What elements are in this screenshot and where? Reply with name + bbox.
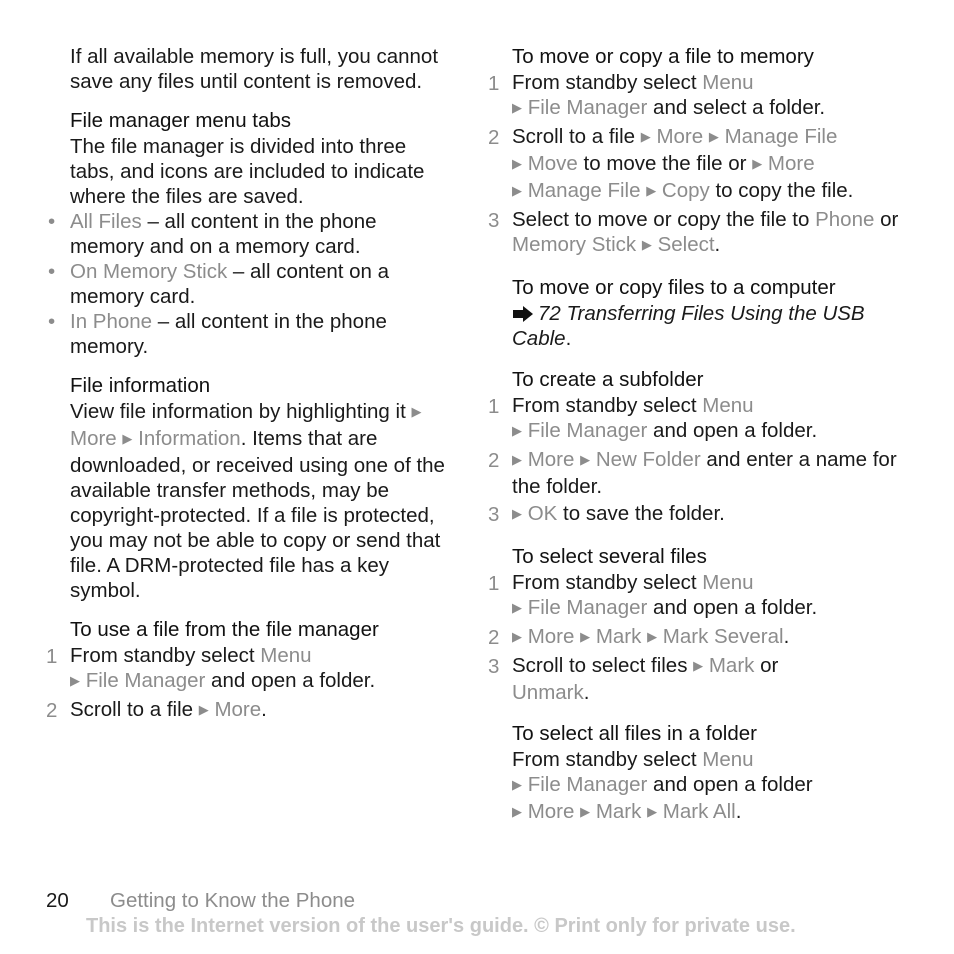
arrow-icon: ▶: [708, 129, 719, 144]
tab-on-memory-stick: On Memory Stick: [70, 260, 228, 283]
menu-file-manager: File Manager: [527, 596, 648, 619]
list-item: [48, 259, 455, 309]
menu-menu: Menu: [260, 644, 312, 667]
menu-mark: Mark: [595, 800, 642, 823]
computer-heading: To move or copy files to a computer: [512, 276, 836, 299]
text-run: .: [261, 698, 267, 721]
step-number: 2: [488, 449, 500, 472]
step-number: 2: [46, 699, 58, 722]
left-column: [46, 44, 455, 724]
step-item: [488, 393, 912, 445]
tab-description: – all content in the phone memory.: [70, 310, 387, 358]
menu-copy: Copy: [661, 179, 710, 202]
menu-file-manager: File Manager: [527, 96, 648, 119]
step-number: 3: [488, 209, 500, 232]
menu-new-folder: New Folder: [595, 448, 701, 471]
text-run: From standby select: [512, 394, 703, 417]
step-number: 3: [488, 655, 500, 678]
menu-unmark: Unmark: [512, 681, 584, 704]
step-number: 3: [488, 503, 500, 526]
menu-ok: OK: [527, 502, 558, 525]
use-file-heading: To use a file from the file manager: [70, 618, 379, 641]
arrow-icon: ▶: [647, 629, 658, 644]
tabs-heading: File manager menu tabs: [70, 109, 292, 132]
menu-more: More: [527, 448, 575, 471]
tab-all-files: All Files: [70, 210, 142, 233]
menu-select: Select: [657, 233, 715, 256]
step-number: 1: [488, 572, 500, 595]
tabs-list: [48, 209, 455, 359]
menu-mark: Mark: [708, 654, 755, 677]
step-item: [488, 124, 912, 205]
reference-link[interactable]: 72 Transferring Files Using the USB Cable: [512, 302, 865, 350]
arrow-icon: ▶: [580, 804, 591, 819]
menu-manage-file: Manage File: [724, 125, 838, 148]
all-files-text: [512, 747, 912, 826]
step-number: 1: [46, 645, 58, 668]
tab-in-phone: In Phone: [70, 310, 153, 333]
menu-mark: Mark: [595, 625, 642, 648]
file-info-heading: File information: [70, 374, 211, 397]
text-run: and enter a name for the folder.: [512, 448, 897, 498]
text-run: .: [565, 327, 572, 350]
list-item: [48, 309, 455, 359]
text-run: and open a folder: [647, 773, 813, 796]
arrow-icon: ▶: [122, 431, 133, 446]
text-run: and open a folder.: [205, 669, 376, 692]
text-run: or: [754, 654, 779, 677]
text-run: .: [583, 681, 590, 704]
text-run: From standby select: [512, 748, 703, 771]
menu-menu: Menu: [702, 748, 754, 771]
text-run: Select to move or copy the file to: [512, 208, 816, 231]
file-info-text: [70, 399, 455, 603]
arrow-icon: ▶: [647, 804, 658, 819]
arrow-icon: ▶: [512, 156, 522, 171]
step-item: [488, 653, 912, 705]
menu-file-manager: File Manager: [527, 419, 648, 442]
step-item: [488, 570, 912, 622]
reference-arrow-icon: [512, 306, 534, 322]
arrow-icon: ▶: [640, 129, 651, 144]
move-copy-heading: To move or copy a file to memory: [512, 45, 814, 68]
step-number: 1: [488, 72, 500, 95]
menu-more: More: [214, 698, 262, 721]
arrow-icon: ▶: [512, 777, 522, 792]
several-files-heading: To select several files: [512, 545, 707, 568]
text-run: Scroll to select files: [512, 654, 694, 677]
step-item: [488, 624, 912, 651]
chapter-title: Getting to Know the Phone: [110, 889, 356, 912]
arrow-icon: ▶: [512, 452, 522, 467]
right-column: [488, 44, 912, 826]
arrow-icon: ▶: [512, 804, 522, 819]
all-files-heading: To select all files in a folder: [512, 722, 757, 745]
arrow-icon: ▶: [512, 600, 522, 615]
bullet-icon: •: [48, 260, 56, 283]
step-item: [488, 70, 912, 122]
arrow-icon: ▶: [580, 629, 591, 644]
several-files-steps: [488, 570, 912, 705]
arrow-icon: ▶: [198, 702, 209, 717]
arrow-icon: ▶: [512, 506, 522, 521]
arrow-icon: ▶: [641, 237, 652, 252]
menu-information: Information: [138, 427, 241, 450]
arrow-icon: ▶: [411, 404, 422, 419]
arrow-icon: ▶: [512, 183, 522, 198]
step-item: [46, 643, 455, 695]
text-run: .: [735, 800, 742, 823]
text-run: Scroll to a file: [512, 125, 641, 148]
use-file-steps: [46, 643, 455, 724]
text-run: to copy the file.: [709, 179, 854, 202]
menu-file-manager: File Manager: [527, 773, 648, 796]
text-run: . Items that are downloaded, or received using one of the available transfer methods, may be copyright-protected. If a file is protected, you may not be able to copy or send that file. A DRM-protected file has a key symbol.: [70, 427, 445, 602]
menu-more: More: [527, 625, 575, 648]
step-number: 2: [488, 126, 500, 149]
menu-menu: Menu: [702, 394, 754, 417]
arrow-icon: ▶: [512, 423, 522, 438]
memory-full-note: If all available memory is full, you cannot save any files until content is removed.: [70, 45, 439, 93]
move-copy-steps: [488, 70, 912, 259]
internet-version-notice: This is the Internet version of the user's guide. © Print only for private use.: [86, 915, 796, 937]
text-run: .: [783, 625, 790, 648]
menu-mark-all: Mark All: [662, 800, 736, 823]
text-run: .: [714, 233, 721, 256]
menu-more: More: [656, 125, 704, 148]
menu-more: More: [767, 152, 815, 175]
menu-memory-stick: Memory Stick: [512, 233, 637, 256]
text-run: to save the folder.: [557, 502, 725, 525]
arrow-icon: ▶: [752, 156, 763, 171]
arrow-icon: ▶: [580, 452, 591, 467]
arrow-icon: ▶: [693, 658, 704, 673]
menu-file-manager: File Manager: [85, 669, 206, 692]
text-run: to move the file or: [577, 152, 753, 175]
menu-mark-several: Mark Several: [662, 625, 784, 648]
menu-more: More: [70, 427, 117, 450]
tab-description: – all content in the phone memory and on a memory card.: [70, 210, 377, 258]
step-number: 2: [488, 626, 500, 649]
bullet-icon: •: [48, 210, 56, 233]
text-run: From standby select: [512, 71, 703, 94]
menu-move: Move: [527, 152, 578, 175]
tabs-description: The file manager is divided into three tabs, and icons are included to indicate where the files are saved.: [70, 135, 425, 208]
step-item: [488, 447, 912, 499]
bullet-icon: •: [48, 310, 56, 333]
arrow-icon: ▶: [512, 100, 522, 115]
list-item: [48, 209, 455, 259]
step-number: 1: [488, 395, 500, 418]
text-run: and open a folder.: [647, 419, 818, 442]
text-run: View file information by highlighting it: [70, 400, 412, 423]
subfolder-steps: [488, 393, 912, 528]
text-run: From standby select: [70, 644, 261, 667]
computer-reference: [512, 301, 912, 351]
text-run: and open a folder.: [647, 596, 818, 619]
text-run: or: [874, 208, 899, 231]
menu-more: More: [527, 800, 575, 823]
arrow-icon: ▶: [646, 183, 657, 198]
menu-phone: Phone: [815, 208, 875, 231]
arrow-icon: ▶: [70, 673, 80, 688]
subfolder-heading: To create a subfolder: [512, 368, 704, 391]
text-run: From standby select: [512, 571, 703, 594]
step-item: [488, 207, 912, 259]
menu-menu: Menu: [702, 571, 754, 594]
tab-description: – all content on a memory card.: [70, 260, 390, 308]
menu-menu: Menu: [702, 71, 754, 94]
menu-manage-file: Manage File: [527, 179, 641, 202]
step-item: [488, 501, 912, 528]
page-number: 20: [46, 889, 69, 912]
text-run: Scroll to a file: [70, 698, 199, 721]
arrow-icon: ▶: [512, 629, 522, 644]
step-item: [46, 697, 455, 724]
text-run: and select a folder.: [647, 96, 826, 119]
